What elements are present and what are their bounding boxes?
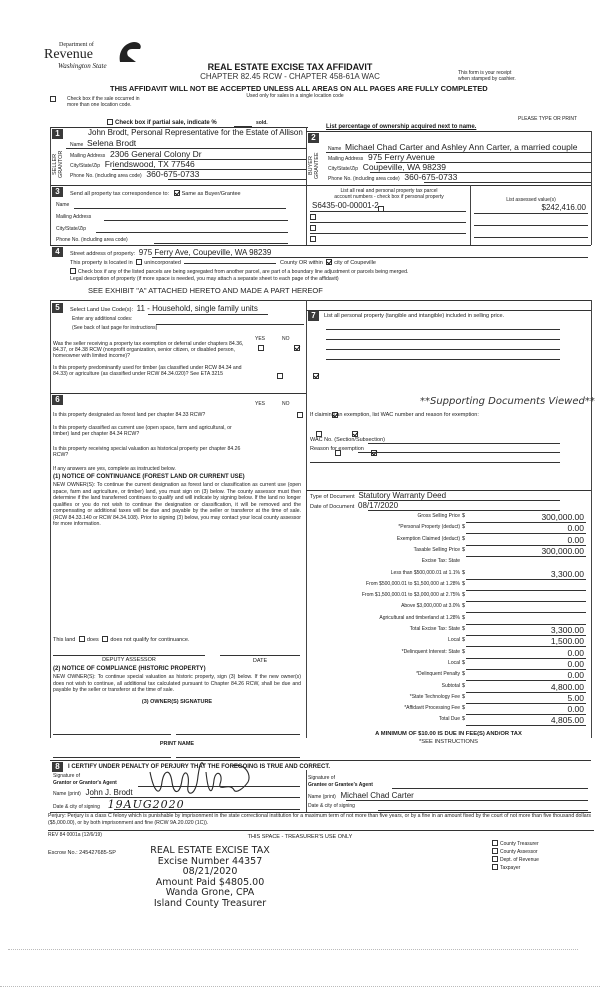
supporting-docs-stamp: **Supporting Documents Viewed**	[420, 396, 595, 407]
fee-value[interactable]: 0.00	[567, 658, 584, 669]
dollar-sign: $	[462, 705, 466, 712]
seller-address-value[interactable]: 2306 General Colony Dr	[109, 149, 202, 159]
section-3-badge: 3	[52, 187, 63, 197]
personal-property-line	[326, 349, 560, 350]
perjury-warning: Perjury: Perjury is a class C felony which is punishable by imprisonment in the state correctional institution for a maximum term of not more than five years, or by a fine in an amount fixed by the court of not more than five thousand dollars ($5,000.00), or by both imprisonment and fine (RCW 9A.20.020 (1C)).	[48, 813, 591, 826]
copy-checkbox[interactable]	[492, 856, 498, 862]
seller-phone-row[interactable]	[70, 169, 199, 179]
date-label: DATE	[252, 658, 268, 664]
fee-value[interactable]: 300,000.00	[541, 545, 584, 556]
land-use-value[interactable]: 11 - Household, single family units	[136, 304, 258, 313]
fee-row	[300, 591, 592, 602]
grantee-sig-label-1: Signature of	[308, 775, 335, 781]
seller-grantor-label: SELLER GRANTOR	[52, 150, 64, 178]
stamp-line-5: Wanda Grone, CPA	[165, 887, 255, 898]
s5-q2-yes-checkbox[interactable]	[277, 373, 283, 379]
dollar-sign: $	[462, 614, 466, 621]
s5-no-header: NO	[282, 336, 290, 342]
fully-completed-warning: THIS AFFIDAVIT WILL NOT BE ACCEPTED UNLESS ALL AREAS ON ALL PAGES ARE FULLY COMPLETED	[110, 84, 488, 93]
partial-sale-checkbox[interactable]	[107, 119, 113, 125]
dollar-sign: $	[462, 592, 466, 599]
fee-row	[300, 670, 592, 681]
notice-continuance-title: (1) NOTICE OF CONTINUANCE (FOREST LAND OR CURRENT USE)	[53, 474, 245, 480]
wac-label: WAC No. (Section/Subsection)	[310, 437, 385, 443]
additional-codes-label: Enter any additional codes:	[72, 316, 133, 322]
section-8-badge: 8	[52, 762, 63, 772]
seller-name-line1: John Brodt, Personal Representative for the Estate of Allison	[88, 128, 303, 137]
corr-city-label: City/State/Zip	[56, 226, 87, 232]
personal-property-line	[326, 359, 560, 360]
escrow-number: Escrow No.: 245427685-SP	[48, 850, 116, 856]
segregated-label: Check box if any of the listed parcels are being segregated from another parcel, are part of a boundary line adjustment or parcels being merged.	[78, 269, 409, 275]
dollar-sign: $	[462, 682, 466, 689]
s5-q1: Was the seller receiving a property tax exemption or deferral under chapters 84.36, 84.37, or 84.38 RCW (nonprofit organization, senior citizen, or disabled person, homeowner with limited income)?	[53, 341, 244, 359]
stamp-line-2: Excise Number 44357	[157, 855, 263, 867]
scan-fold-line	[0, 986, 600, 987]
fee-label: From $1,500,000.01 to $3,000,000 at 2.75%	[361, 592, 460, 599]
single-location-note: Used only for sales in a single location code	[246, 93, 344, 99]
corr-address-label: Mailing Address	[56, 214, 92, 220]
fee-row	[300, 569, 592, 580]
send-to-label: Send all property tax correspondence to:	[70, 191, 170, 197]
partial-sale-row[interactable]	[107, 119, 217, 127]
seller-address-label: Mailing Address	[70, 153, 106, 159]
assessed-header: List assessed value(s)	[506, 197, 556, 203]
section-2-badge: 2	[308, 133, 319, 143]
stamp-line-6: Island County Treasurer	[153, 897, 267, 909]
parcel-row[interactable]	[312, 212, 464, 222]
fee-value[interactable]: 0.00	[567, 704, 584, 715]
dollar-sign: $	[462, 535, 466, 542]
fee-row	[300, 602, 592, 613]
s6-q1-yes-checkbox[interactable]	[297, 412, 303, 418]
legal-desc-value[interactable]: SEE EXHIBIT "A" ATTACHED HERETO AND MADE A PART HEREOF	[88, 286, 323, 295]
this-land-label: This land	[53, 637, 76, 643]
grantee-signature-field[interactable]	[392, 788, 588, 789]
section-4-badge: 4	[52, 247, 63, 257]
fee-label: *State Technology Fee	[409, 693, 460, 700]
seller-phone-label: Phone No. (including area code)	[70, 173, 142, 179]
copy-checkbox[interactable]	[492, 864, 498, 870]
copy-label: County Treasurer	[500, 841, 539, 847]
logo-dept-of: Department of	[59, 42, 94, 48]
unincorporated-label: unincorporated	[144, 260, 181, 266]
grantor-signature-scribble	[140, 752, 260, 802]
fee-label: Excise Tax: State	[421, 558, 460, 565]
fee-value[interactable]: 0.00	[567, 647, 584, 658]
doc-type-label: Type of Document	[310, 494, 355, 500]
fee-value[interactable]: 4,800.00	[550, 681, 584, 692]
buyer-address-label: Mailing Address	[328, 156, 364, 162]
s5-yes-header: YES	[255, 336, 266, 342]
copy-label: County Assessor	[500, 849, 538, 855]
stamp-line-3: 08/21/2020	[182, 866, 238, 877]
buyer-grantee-label: BUYER GRANTEE	[308, 152, 320, 180]
seller-name-label: Name	[70, 142, 84, 148]
fee-row	[300, 693, 592, 704]
dollar-sign: $	[462, 626, 466, 632]
fee-row	[300, 523, 592, 534]
form-subtitle: CHAPTER 82.45 RCW - CHAPTER 458-61A WAC	[200, 72, 380, 81]
fee-label: *Personal Property (deduct)	[398, 524, 460, 531]
seller-address-row[interactable]	[70, 149, 202, 159]
seller-name-value[interactable]: Selena Brodt	[87, 138, 137, 148]
legal-desc-label: Legal description of property (if more space is needed, you may attach a separate sheet to each page of the affidavit)	[70, 276, 339, 282]
s6-q3-no-checkbox[interactable]	[371, 450, 377, 456]
does-checkbox[interactable]	[79, 636, 85, 642]
copy-label: Dept. of Revenue	[500, 857, 539, 863]
parcel-header-1: List all real and personal property tax parcel	[340, 188, 438, 194]
fee-input-line[interactable]	[466, 725, 586, 726]
parcel-header-2: account numbers - check box if personal property	[334, 194, 444, 200]
dollar-sign: $	[462, 693, 466, 700]
grantor-date-label: Date & city of signing	[53, 804, 100, 810]
see-instructions-note: *SEE INSTRUCTIONS	[419, 739, 478, 745]
exemption-note: If claiming an exemption, list WAC number and reason for exemption:	[310, 412, 479, 418]
partial-sale-label: Check box if partial sale, indicate %	[115, 120, 217, 126]
fee-label: Local	[448, 659, 460, 666]
section-6-badge: 6	[52, 395, 63, 405]
dollar-sign: $	[462, 546, 466, 553]
copy-distribution-list	[492, 840, 539, 871]
assessed-value[interactable]: $242,416.00	[541, 203, 586, 212]
city-of-label: city of Coupeville	[334, 260, 376, 266]
s5-q1-no-checkbox[interactable]	[294, 345, 300, 351]
fee-row	[300, 704, 592, 715]
fee-label: From $500,000.01 to $1,500,000 at 1.28%	[366, 580, 460, 587]
personal-property-checkbox[interactable]	[310, 236, 316, 242]
grantee-name-label: Name (print)	[308, 794, 336, 800]
section-1-badge: 1	[52, 129, 63, 139]
doc-type-value[interactable]: Statutory Warranty Deed	[358, 491, 447, 500]
type-or-print: PLEASE TYPE OR PRINT	[518, 116, 578, 122]
personal-property-line	[326, 329, 560, 330]
receipt-note-1: This form is your receipt	[458, 70, 512, 76]
fee-value[interactable]: 3,300.00	[550, 568, 584, 579]
dollar-sign: $	[462, 659, 466, 666]
grantor-name-value[interactable]: John J. Brodt	[85, 788, 133, 797]
dollar-sign: $	[462, 513, 466, 519]
fee-row	[300, 614, 592, 625]
fee-row	[300, 648, 592, 659]
ownership-pct-note: List percentage of ownership acquired next to name.	[326, 124, 477, 130]
fee-label: Agricultural and timberland at 1.28%	[379, 614, 460, 621]
multi-location-label-1: Check box if the sale occurred in	[67, 96, 140, 102]
section-5-badge: 5	[52, 303, 63, 313]
s6-q2: Is this property classified as current use (open space, farm and agricultural, or timber) land per chapter 84.34 RCW?	[53, 425, 232, 437]
land-use-row[interactable]	[70, 304, 258, 314]
parcel-number[interactable]: S6435-00-00001-2	[312, 201, 379, 210]
fee-label: Taxable Selling Price	[413, 546, 460, 553]
multi-location-checkbox-row[interactable]	[50, 96, 58, 103]
fee-row	[300, 535, 592, 546]
fee-value[interactable]: 5.00	[567, 692, 584, 703]
buyer-name-row[interactable]	[328, 142, 577, 152]
fee-value[interactable]: 300,000.00	[541, 512, 584, 522]
grantor-sig-label-2: Grantor or Grantor's Agent	[53, 780, 117, 786]
copy-label: Taxpayer	[500, 865, 521, 871]
fee-label: *Delinquent Interest: State	[401, 648, 460, 655]
fee-label: Above $3,000,000 at 3.0%	[401, 603, 460, 610]
s6-q3: Is this property receiving special valuation as historical property per chapter 84.26 RCW?	[53, 446, 241, 458]
grantee-name-value[interactable]: Michael Chad Carter	[340, 791, 414, 800]
dollar-sign: $	[462, 671, 466, 678]
fee-row	[300, 636, 592, 647]
does-not-label: does not qualify for continuance.	[110, 637, 190, 643]
receipt-note-2: when stamped by cashier.	[458, 76, 516, 82]
stamp-line-4: Amount Paid $4805.00	[155, 876, 265, 888]
fee-label: Gross Selling Price	[417, 513, 460, 519]
copy-checkbox[interactable]	[492, 848, 498, 854]
s6-yes-header: YES	[255, 401, 266, 407]
notice-compliance-title: (2) NOTICE OF COMPLIANCE (HISTORIC PROPERTY)	[53, 666, 206, 672]
fee-label: Subtotal	[441, 682, 460, 689]
dollar-sign: $	[462, 569, 466, 576]
grantor-name-label: Name (print)	[53, 791, 81, 797]
print-name-label: PRINT NAME	[159, 741, 195, 747]
doc-date-value[interactable]: 08/17/2020	[358, 501, 399, 510]
buyer-phone-value[interactable]: 360-675-0733	[404, 172, 458, 182]
grantee-date-label: Date & city of signing	[308, 803, 355, 809]
street-address-label: Street address of property:	[70, 251, 136, 257]
fee-row	[300, 546, 592, 557]
s5-q2: Is this property predominantly used for timber (as classified under RCW 84.34 and 84.33) or agriculture (as classified under RCW 84.34.020)? See ETA 3215	[53, 365, 242, 377]
fee-label: Local	[448, 637, 460, 644]
location-row[interactable]	[70, 259, 376, 266]
buyer-name-value[interactable]: Michael Chad Carter and Ashley Ann Carter, a married couple	[345, 142, 578, 152]
continuance-row[interactable]	[53, 636, 190, 643]
buyer-city-value[interactable]: Coupeville, WA 98239	[362, 162, 447, 172]
land-use-label: Select Land Use Code(s):	[70, 307, 133, 313]
personal-property-checkbox[interactable]	[310, 214, 316, 220]
s5-q1-yes-checkbox[interactable]	[258, 345, 264, 351]
fee-value[interactable]: 0.00	[567, 534, 584, 545]
segregated-checkbox[interactable]	[70, 268, 76, 274]
buyer-name-label: Name	[328, 146, 342, 152]
parcel-row[interactable]	[312, 201, 464, 211]
dollar-sign: $	[462, 580, 466, 587]
does-label: does	[86, 637, 99, 643]
treasurer-use-label: THIS SPACE - TREASURER'S USE ONLY	[247, 834, 353, 840]
section-7-badge: 7	[308, 311, 319, 321]
deputy-assessor-label: DEPUTY ASSESSOR	[102, 657, 156, 663]
correspondence-row[interactable]	[70, 190, 241, 197]
grantor-date-value[interactable]: 19AUG2020	[107, 798, 185, 811]
certify-statement: I CERTIFY UNDER PENALTY OF PERJURY THAT THE FOREGOING IS TRUE AND CORRECT.	[68, 764, 331, 770]
grantor-sig-label-1: Signature of	[53, 773, 80, 779]
if-yes-note: If any answers are yes, complete as instructed below.	[53, 466, 176, 472]
fee-label: Total Due	[438, 716, 460, 723]
personal-property-checkbox[interactable]	[310, 225, 316, 231]
fee-label: Less than $500,000.01 at 1.1%	[390, 569, 460, 576]
wac-input	[368, 443, 560, 444]
fee-row	[300, 580, 592, 591]
personal-property-line	[326, 339, 560, 340]
does-not-checkbox[interactable]	[102, 636, 108, 642]
reason-label: Reason for exemption	[310, 446, 364, 452]
fee-label: Exemption Claimed (deduct)	[396, 535, 460, 542]
s6-no-header: NO	[282, 401, 290, 407]
seller-city-row[interactable]	[70, 159, 195, 169]
buyer-city-row[interactable]	[328, 162, 446, 172]
seller-city-value[interactable]: Friendswood, TX 77546	[104, 159, 195, 169]
dollar-sign: $	[462, 648, 466, 655]
logo-state: Washington State	[58, 62, 107, 70]
reason-input	[358, 452, 560, 453]
fee-value[interactable]: 4,805.00	[550, 715, 584, 726]
logo-revenue: Revenue	[44, 47, 93, 62]
copy-taxpayer[interactable]	[492, 864, 539, 871]
dollar-sign: $	[462, 603, 466, 610]
fee-label: *Delinquent Penalty	[416, 671, 460, 678]
same-as-buyer-checkbox[interactable]	[174, 190, 180, 196]
fee-row	[300, 659, 592, 670]
grantee-date-field[interactable]	[378, 810, 588, 811]
corr-name-label: Name	[56, 202, 70, 208]
copy-county-treasurer[interactable]	[492, 840, 539, 847]
dor-swirl-logo-icon	[116, 40, 144, 64]
minimum-due-note: A MINIMUM OF $10.00 IS DUE IN FEE(S) AND/OR TAX	[375, 731, 522, 737]
treasurer-stamp	[140, 846, 280, 909]
buyer-address-value[interactable]: 975 Ferry Avenue	[367, 152, 435, 162]
multi-location-checkbox[interactable]	[50, 96, 56, 102]
seller-city-label: City/State/Zip	[70, 163, 101, 169]
fee-label: Total Excise Tax: State	[409, 626, 460, 632]
parcel-row[interactable]	[312, 223, 464, 233]
form-revision: REV 84 0001a (12/6/19)	[48, 832, 102, 838]
scan-fold-line	[8, 949, 578, 950]
multi-location-label-2: more than one location code.	[67, 102, 132, 108]
doc-date-label: Date of Document	[310, 504, 355, 510]
seller-phone-value[interactable]: 360-675-0733	[146, 169, 200, 179]
street-address-value[interactable]: 975 Ferry Ave, Coupeville, WA 98239	[138, 248, 272, 257]
fee-row	[300, 682, 592, 693]
fee-value[interactable]: 1,500.00	[550, 636, 584, 647]
notice-compliance-body: NEW OWNER(S): To continue special valuation as historic property, sign (3) below. If the new owner(s) does not wish to continue, all additional tax calculated pursuant to Chapter 84.26 RCW, shall be due and payable by the seller or transferor at the time of sale.	[53, 674, 301, 693]
buyer-city-label: City/State/Zip	[328, 166, 359, 172]
fee-value[interactable]: 0.00	[567, 670, 584, 681]
fee-value[interactable]: 0.00	[567, 523, 584, 534]
parcel-row[interactable]	[312, 234, 464, 244]
fee-row	[300, 715, 592, 726]
s6-q1: Is this property designated as forest land per chapter 84.33 RCW?	[53, 412, 206, 418]
segregated-row[interactable]	[70, 268, 408, 275]
fee-row	[300, 512, 592, 523]
personal-property-label: List all personal property (tangible and intangible) included in selling price.	[324, 313, 505, 319]
city-of-checkbox[interactable]	[326, 259, 332, 265]
dollar-sign: $	[462, 637, 466, 644]
grantee-sig-label-2: Grantee or Grantee's Agent	[308, 782, 373, 788]
notice-continuance-body: NEW OWNER(S): To continue the current designation as forest land or classification as current use (open space, farm and agriculture, or timber) land, you must sign on (3) below. The county assessor must then determine if the land transferred continues to qualify and will indicate by signing below. If the land no longer qualifies or you do not wish to continue the designation or classification, it will be removed and the compensating or additional taxes will be due and payable by the seller or transferor at the time of sale. (RCW 84.33.140 or RCW 84.34.108). Prior to signing (3) below, you may contact your local county assessor for more information.	[53, 482, 301, 527]
seller-name-row[interactable]	[70, 138, 136, 148]
form-title: REAL ESTATE EXCISE TAX AFFIDAVIT	[207, 62, 373, 72]
corr-phone-label: Phone No. (including area code)	[56, 237, 128, 243]
dollar-sign: $	[462, 716, 466, 723]
owner-signature-label: (3) OWNER(S) SIGNATURE	[141, 699, 213, 705]
stamp-line-1: REAL ESTATE EXCISE TAX	[150, 845, 270, 856]
see-back-label: (See back of last page for instructions)	[72, 325, 158, 331]
county-or-label: County OR within	[279, 260, 323, 266]
fee-label: *Affidavit Processing Fee	[404, 705, 460, 712]
same-as-buyer-label: Same as Buyer/Grantee	[181, 191, 241, 197]
fee-value[interactable]: 3,300.00	[550, 625, 584, 635]
dollar-sign: $	[462, 524, 466, 531]
copy-county-assessor[interactable]	[492, 848, 539, 855]
copy-dept-revenue[interactable]	[492, 856, 539, 863]
buyer-phone-label: Phone No. (including area code)	[328, 176, 400, 182]
s5-q2-no-checkbox[interactable]	[313, 373, 319, 379]
fee-row	[300, 625, 592, 636]
buyer-phone-row[interactable]	[328, 172, 457, 182]
located-in-label: This property is located in	[70, 260, 133, 266]
buyer-address-row[interactable]	[328, 152, 435, 162]
fee-row	[300, 557, 592, 568]
partial-sale-suffix: sold.	[256, 120, 268, 126]
dor-logo	[44, 40, 164, 75]
unincorporated-checkbox[interactable]	[136, 259, 142, 265]
copy-checkbox[interactable]	[492, 840, 498, 846]
